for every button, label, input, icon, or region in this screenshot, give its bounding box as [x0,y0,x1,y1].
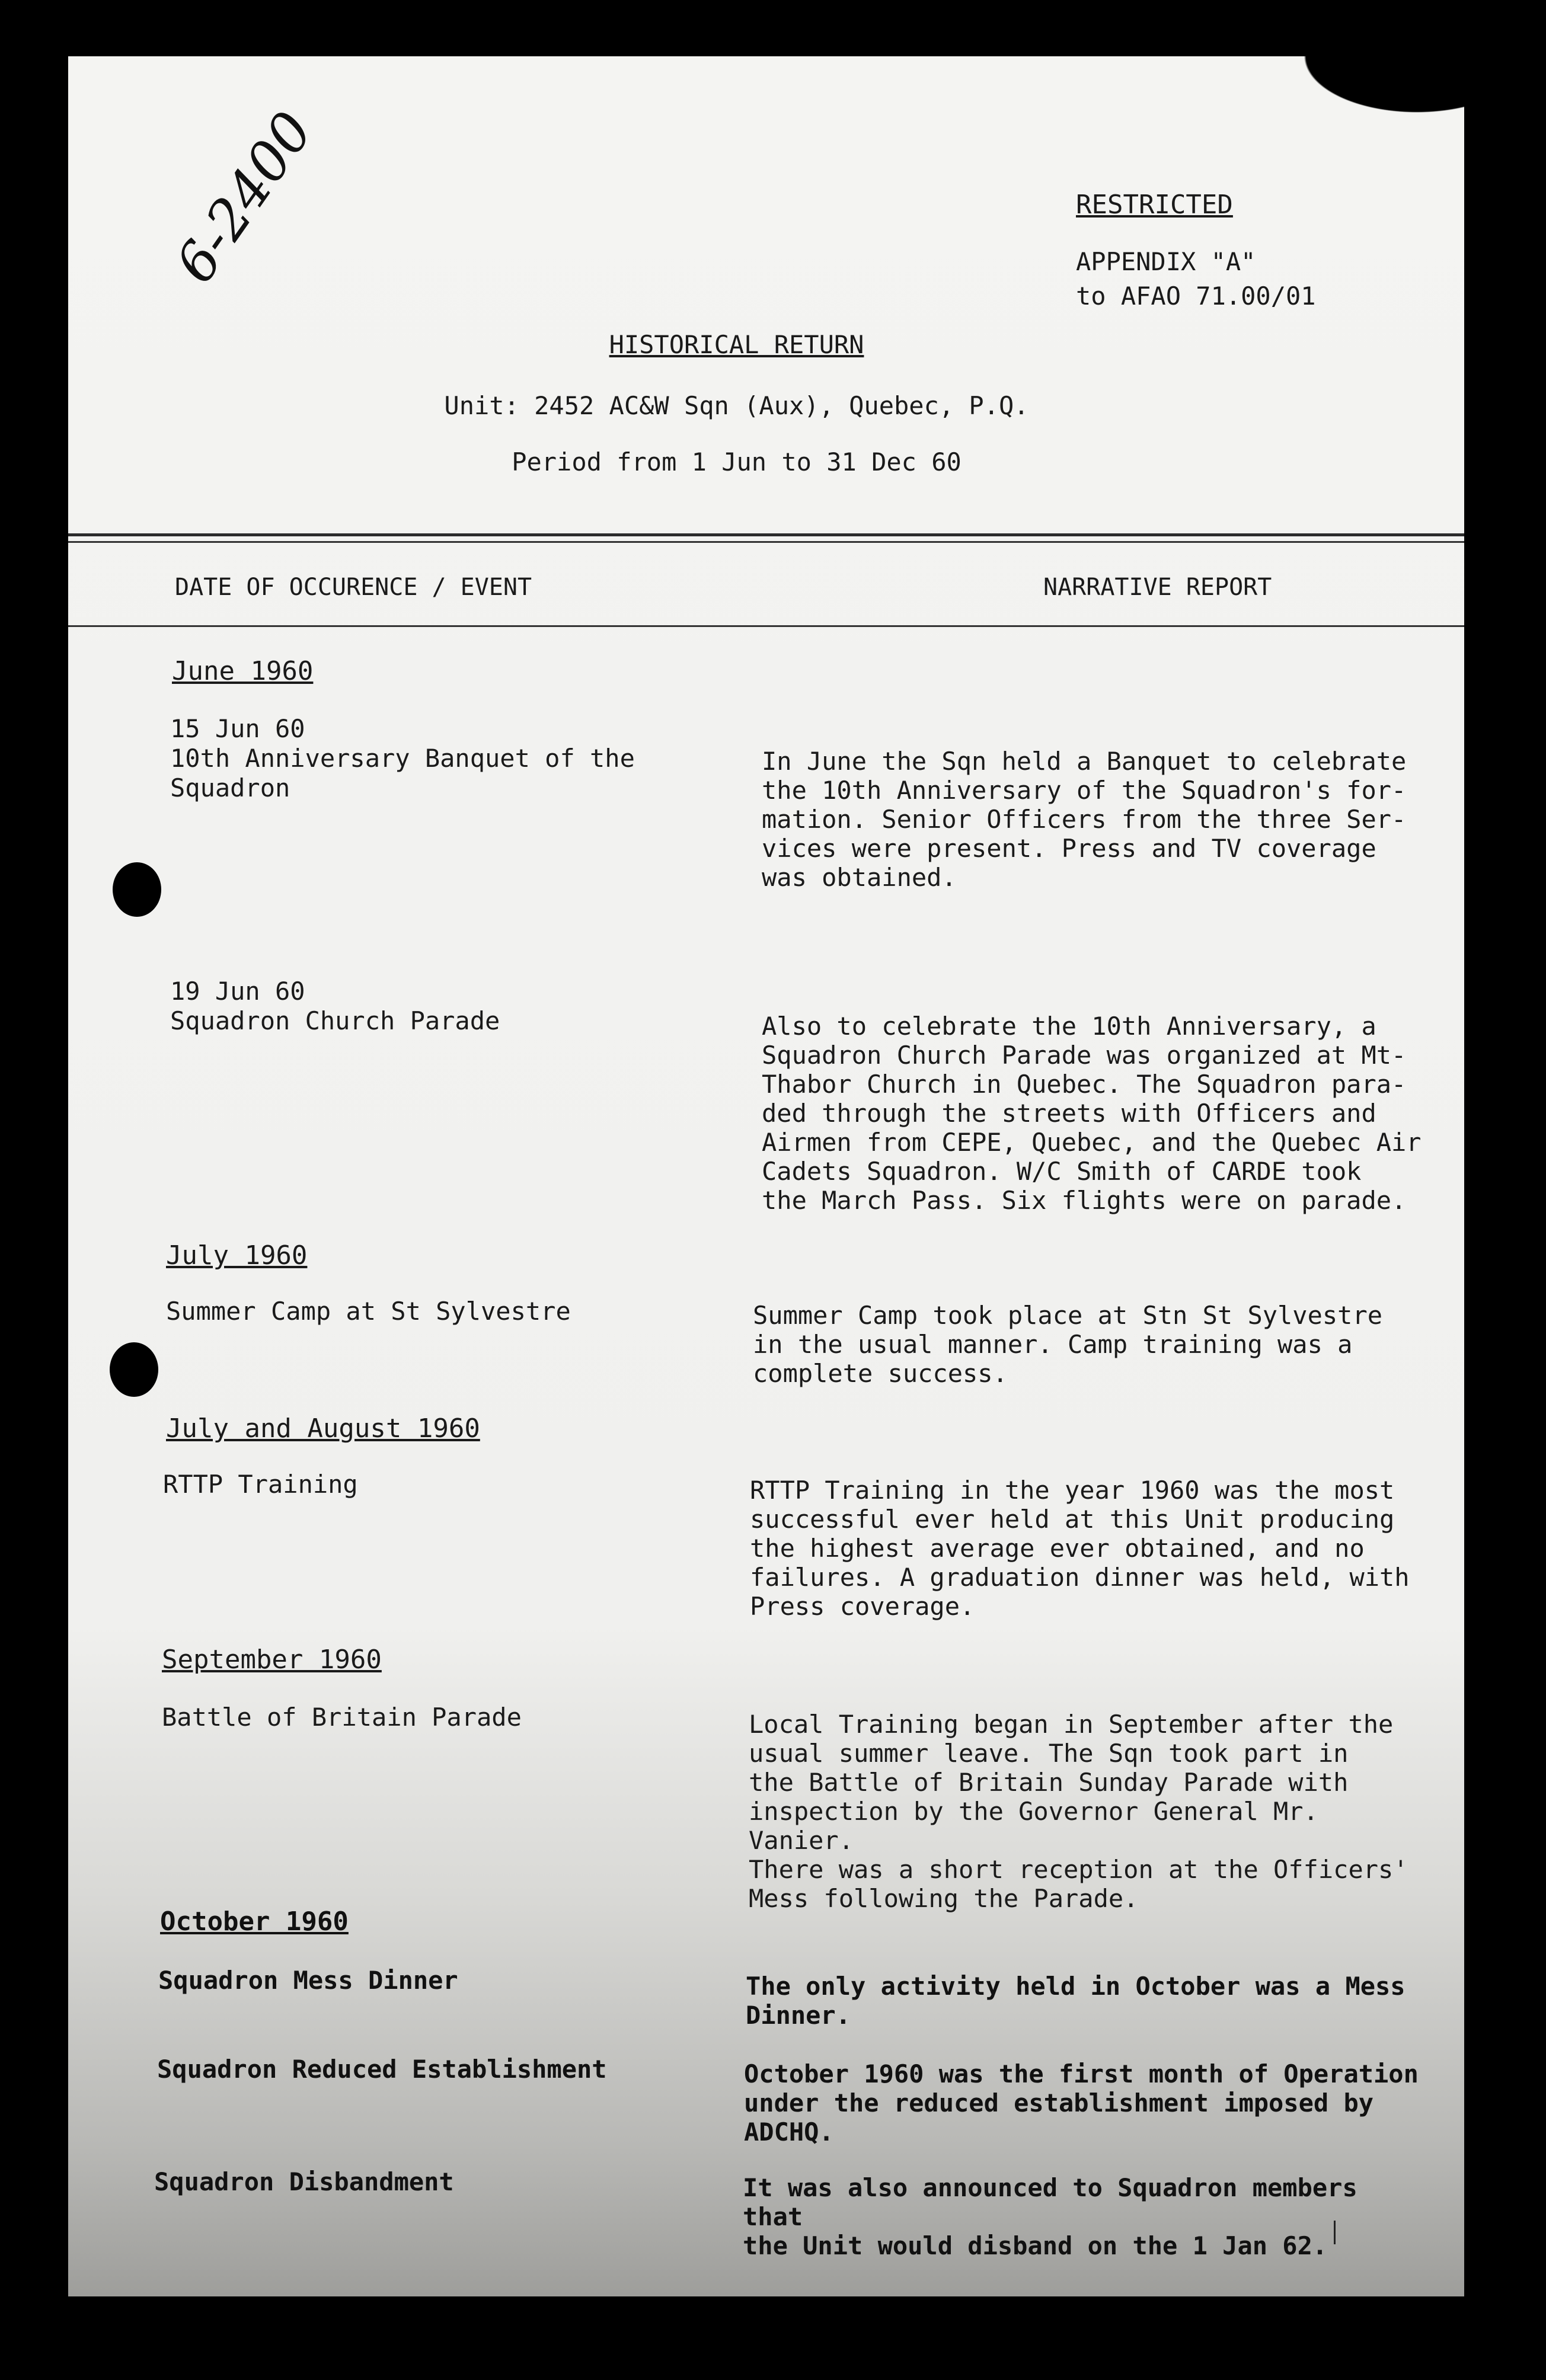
pen-mark [1334,2221,1336,2244]
appendix-line-2: to AFAO 71.00/01 [1076,281,1316,311]
appendix-reference [1076,245,1316,314]
punch-hole-top [113,862,161,917]
document-title: HISTORICAL RETURN [609,330,864,359]
section-month: September 1960 [162,1645,382,1675]
narrative-entry: RTTP Training in the year 1960 was the most successful ever held at this Unit producing the highest average ever obtained, and no failures. A graduation dinner was held, with Press coverage. [750,1476,1410,1621]
column-header-narrative: NARRATIVE REPORT [1043,574,1272,601]
section-month: October 1960 [160,1906,349,1937]
column-header-date-event: DATE OF OCCURENCE / EVENT [175,574,532,601]
handwritten-note: 6-2400 [163,100,325,295]
narrative-entry: Summer Camp took place at Stn St Sylvestre in the usual manner. Camp training was a complete success. [753,1301,1383,1388]
document-page [68,56,1464,2296]
header-rule-second [68,541,1464,543]
punch-hole-bottom [110,1342,158,1397]
appendix-line-1: APPENDIX "A" [1076,247,1256,276]
event-entry: Summer Camp at St Sylvestre [166,1297,571,1326]
unit-line: Unit: 2452 AC&W Sqn (Aux), Quebec, P.Q. [444,391,1029,420]
narrative-entry: The only activity held in October was a Mess Dinner. [746,1972,1406,2030]
classification-marking: RESTRICTED [1076,190,1233,220]
event-entry: Squadron Mess Dinner [158,1966,458,1995]
torn-corner [1275,56,1464,127]
narrative-entry: October 1960 was the first month of Operation under the reduced establishment imposed by ADCHQ. [744,2059,1419,2147]
column-header-rule [68,625,1464,627]
section-month: June 1960 [172,656,314,686]
header-rule-top [68,533,1464,536]
narrative-entry: Also to celebrate the 10th Anniversary, a Squadron Church Parade was organized at Mt- Thabor Church in Quebec. The Squadron para- ded through the streets with Officers and Airmen from CEPE, Quebec, and the Quebec Air Cadets Squadron. W/C Smith of CARDE took the March Pass. Six flights were on parade. [762,1012,1422,1215]
event-entry: 19 Jun 60 Squadron Church Parade [170,977,500,1035]
event-entry: Squadron Reduced Establishment [157,2055,607,2084]
event-entry: 15 Jun 60 10th Anniversary Banquet of the Squadron [170,714,635,802]
narrative-entry: It was also announced to Squadron members that the Unit would disband on the 1 Jan 62. [743,2173,1357,2260]
event-entry: RTTP Training [163,1470,358,1499]
section-month: July 1960 [166,1240,308,1271]
narrative-entry: Local Training began in September after the usual summer leave. The Sqn took part in the Battle of Britain Sunday Parade with inspection by the Governor General Mr. Vanier. There was a short reception at the Officers' Mess following the Parade. [749,1710,1408,1913]
period-line: Period from 1 Jun to 31 Dec 60 [512,447,962,476]
narrative-entry: In June the Sqn held a Banquet to celebrate the 10th Anniversary of the Squadron's for- mation. Senior Officers from the three Ser- vices were present. Press and TV coverage was obtained. [762,747,1407,892]
event-entry: Battle of Britain Parade [162,1703,522,1732]
section-month: July and August 1960 [166,1413,480,1444]
event-entry: Squadron Disbandment [154,2167,454,2196]
